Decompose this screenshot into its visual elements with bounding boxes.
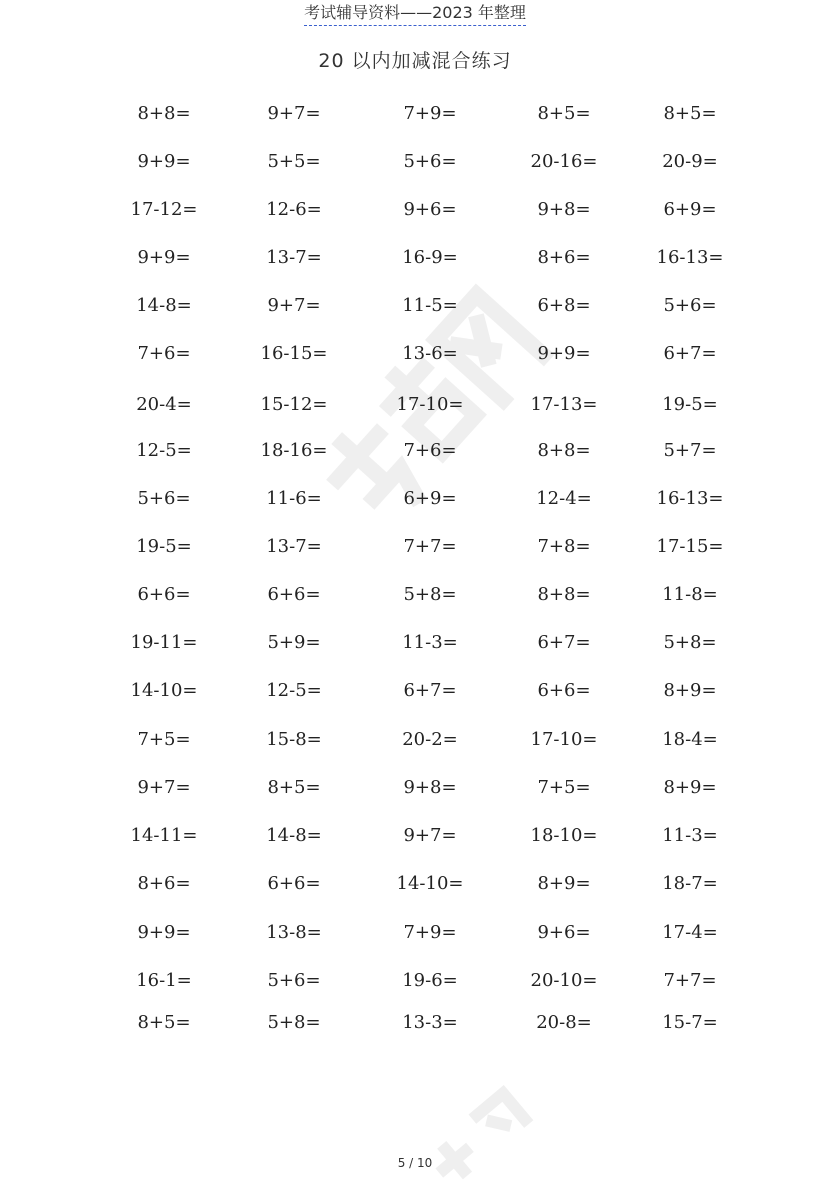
- math-problem: 6+6=: [537, 680, 591, 701]
- math-problem: 9+7=: [267, 295, 321, 316]
- math-problem: 5+9=: [267, 632, 321, 653]
- math-problem: 6+7=: [403, 680, 457, 701]
- math-problem: 6+6=: [267, 873, 321, 894]
- math-problem: 13-8=: [266, 922, 322, 943]
- math-problem: 18-7=: [662, 873, 718, 894]
- math-problem: 12-4=: [536, 488, 592, 509]
- math-problem: 14-10=: [396, 873, 464, 894]
- math-problem: 7+7=: [403, 536, 457, 557]
- math-problem: 8+8=: [537, 440, 591, 461]
- math-problem: 8+9=: [537, 873, 591, 894]
- problem-row: [0, 99, 830, 129]
- math-problem: 12-5=: [266, 680, 322, 701]
- problem-row: [0, 390, 830, 420]
- math-problem: 11-3=: [402, 632, 458, 653]
- math-problem: 9+8=: [403, 777, 457, 798]
- math-problem: 8+5=: [537, 103, 591, 124]
- math-problem: 19-5=: [136, 536, 192, 557]
- problem-row: [0, 147, 830, 177]
- math-problem: 19-5=: [662, 394, 718, 415]
- math-problem: 5+8=: [267, 1012, 321, 1033]
- math-problem: 17-10=: [396, 394, 464, 415]
- problem-row: [0, 291, 830, 321]
- math-problem: 13-7=: [266, 536, 322, 557]
- header-text: 考试辅导资料——2023 年整理: [304, 0, 526, 26]
- math-problem: 17-4=: [662, 922, 718, 943]
- problem-row: [0, 869, 830, 899]
- problem-row: [0, 628, 830, 658]
- math-problem: 6+6=: [137, 584, 191, 605]
- math-problem: 7+5=: [137, 729, 191, 750]
- math-problem: 13-3=: [402, 1012, 458, 1033]
- math-problem: 8+9=: [663, 680, 717, 701]
- math-problem: 7+9=: [403, 103, 457, 124]
- math-problem: 9+7=: [403, 825, 457, 846]
- math-problem: 5+6=: [137, 488, 191, 509]
- math-problem: 17-13=: [530, 394, 598, 415]
- math-problem: 8+6=: [137, 873, 191, 894]
- math-problem: 13-7=: [266, 247, 322, 268]
- math-problem: 16-13=: [656, 247, 724, 268]
- math-problem: 9+7=: [137, 777, 191, 798]
- math-problem: 15-8=: [266, 729, 322, 750]
- math-problem: 14-8=: [266, 825, 322, 846]
- math-problem: 11-3=: [662, 825, 718, 846]
- math-problem: 7+6=: [137, 343, 191, 364]
- math-problem: 12-6=: [266, 199, 322, 220]
- math-problem: 18-4=: [662, 729, 718, 750]
- math-problem: 8+9=: [663, 777, 717, 798]
- math-problem: 17-12=: [130, 199, 198, 220]
- math-problem: 6+8=: [537, 295, 591, 316]
- math-problem: 7+9=: [403, 922, 457, 943]
- math-problem: 20-9=: [662, 151, 718, 172]
- math-problem: 16-9=: [402, 247, 458, 268]
- problem-row: [0, 1008, 830, 1038]
- math-problem: 5+6=: [267, 970, 321, 991]
- problem-row: [0, 725, 830, 755]
- math-problem: 8+8=: [137, 103, 191, 124]
- math-problem: 9+6=: [537, 922, 591, 943]
- math-problem: 9+7=: [267, 103, 321, 124]
- math-problem: 17-10=: [530, 729, 598, 750]
- problem-row: [0, 339, 830, 369]
- math-problem: 18-10=: [530, 825, 598, 846]
- math-problem: 14-10=: [130, 680, 198, 701]
- problem-row: [0, 918, 830, 948]
- math-problem: 13-6=: [402, 343, 458, 364]
- math-problem: 7+7=: [663, 970, 717, 991]
- math-problem: 5+8=: [403, 584, 457, 605]
- math-problem: 6+9=: [403, 488, 457, 509]
- math-problem: 16-15=: [260, 343, 328, 364]
- document-header: [0, 0, 830, 26]
- math-problem: 20-10=: [530, 970, 598, 991]
- math-problem: 11-8=: [662, 584, 718, 605]
- math-problem: 19-11=: [130, 632, 198, 653]
- math-problem: 18-16=: [260, 440, 328, 461]
- math-problem: 9+6=: [403, 199, 457, 220]
- math-problem: 12-5=: [136, 440, 192, 461]
- problem-row: [0, 821, 830, 851]
- problem-row: [0, 966, 830, 996]
- math-problem: 8+6=: [537, 247, 591, 268]
- math-problem: 20-16=: [530, 151, 598, 172]
- math-problem: 11-5=: [402, 295, 458, 316]
- problem-row: [0, 676, 830, 706]
- math-problem: 20-2=: [402, 729, 458, 750]
- math-problem: 16-1=: [136, 970, 192, 991]
- problem-row: [0, 773, 830, 803]
- math-problem: 17-15=: [656, 536, 724, 557]
- math-problem: 8+5=: [267, 777, 321, 798]
- math-problem: 14-11=: [130, 825, 198, 846]
- problem-row: [0, 484, 830, 514]
- math-problem: 6+6=: [267, 584, 321, 605]
- math-problem: 15-7=: [662, 1012, 718, 1033]
- problem-row: [0, 195, 830, 225]
- math-problem: 7+6=: [403, 440, 457, 461]
- math-problem: 11-6=: [266, 488, 322, 509]
- math-problem: 5+5=: [267, 151, 321, 172]
- math-problem: 9+9=: [137, 922, 191, 943]
- math-problem: 9+9=: [537, 343, 591, 364]
- problem-row: [0, 436, 830, 466]
- math-problem: 5+6=: [403, 151, 457, 172]
- math-problem: 6+7=: [663, 343, 717, 364]
- math-problem: 9+9=: [137, 247, 191, 268]
- math-problem: 5+7=: [663, 440, 717, 461]
- problem-row: [0, 532, 830, 562]
- math-problem: 15-12=: [260, 394, 328, 415]
- math-problem: 7+8=: [537, 536, 591, 557]
- math-problem: 9+9=: [137, 151, 191, 172]
- math-problem: 7+5=: [537, 777, 591, 798]
- page-number: 5 / 10: [397, 1156, 433, 1170]
- math-problem: 14-8=: [136, 295, 192, 316]
- math-problem: 20-4=: [136, 394, 192, 415]
- math-problem: 9+8=: [537, 199, 591, 220]
- math-problem: 8+5=: [137, 1012, 191, 1033]
- page-title: 20 以内加减混合练习: [318, 50, 512, 72]
- math-problem: 20-8=: [536, 1012, 592, 1033]
- math-problem: 19-6=: [402, 970, 458, 991]
- math-problem: 5+6=: [663, 295, 717, 316]
- problem-row: [0, 243, 830, 273]
- math-problem: 16-13=: [656, 488, 724, 509]
- problem-row: [0, 580, 830, 610]
- math-problem: 6+7=: [537, 632, 591, 653]
- math-problem: 5+8=: [663, 632, 717, 653]
- math-problem: 8+5=: [663, 103, 717, 124]
- math-problem: 8+8=: [537, 584, 591, 605]
- math-problem: 6+9=: [663, 199, 717, 220]
